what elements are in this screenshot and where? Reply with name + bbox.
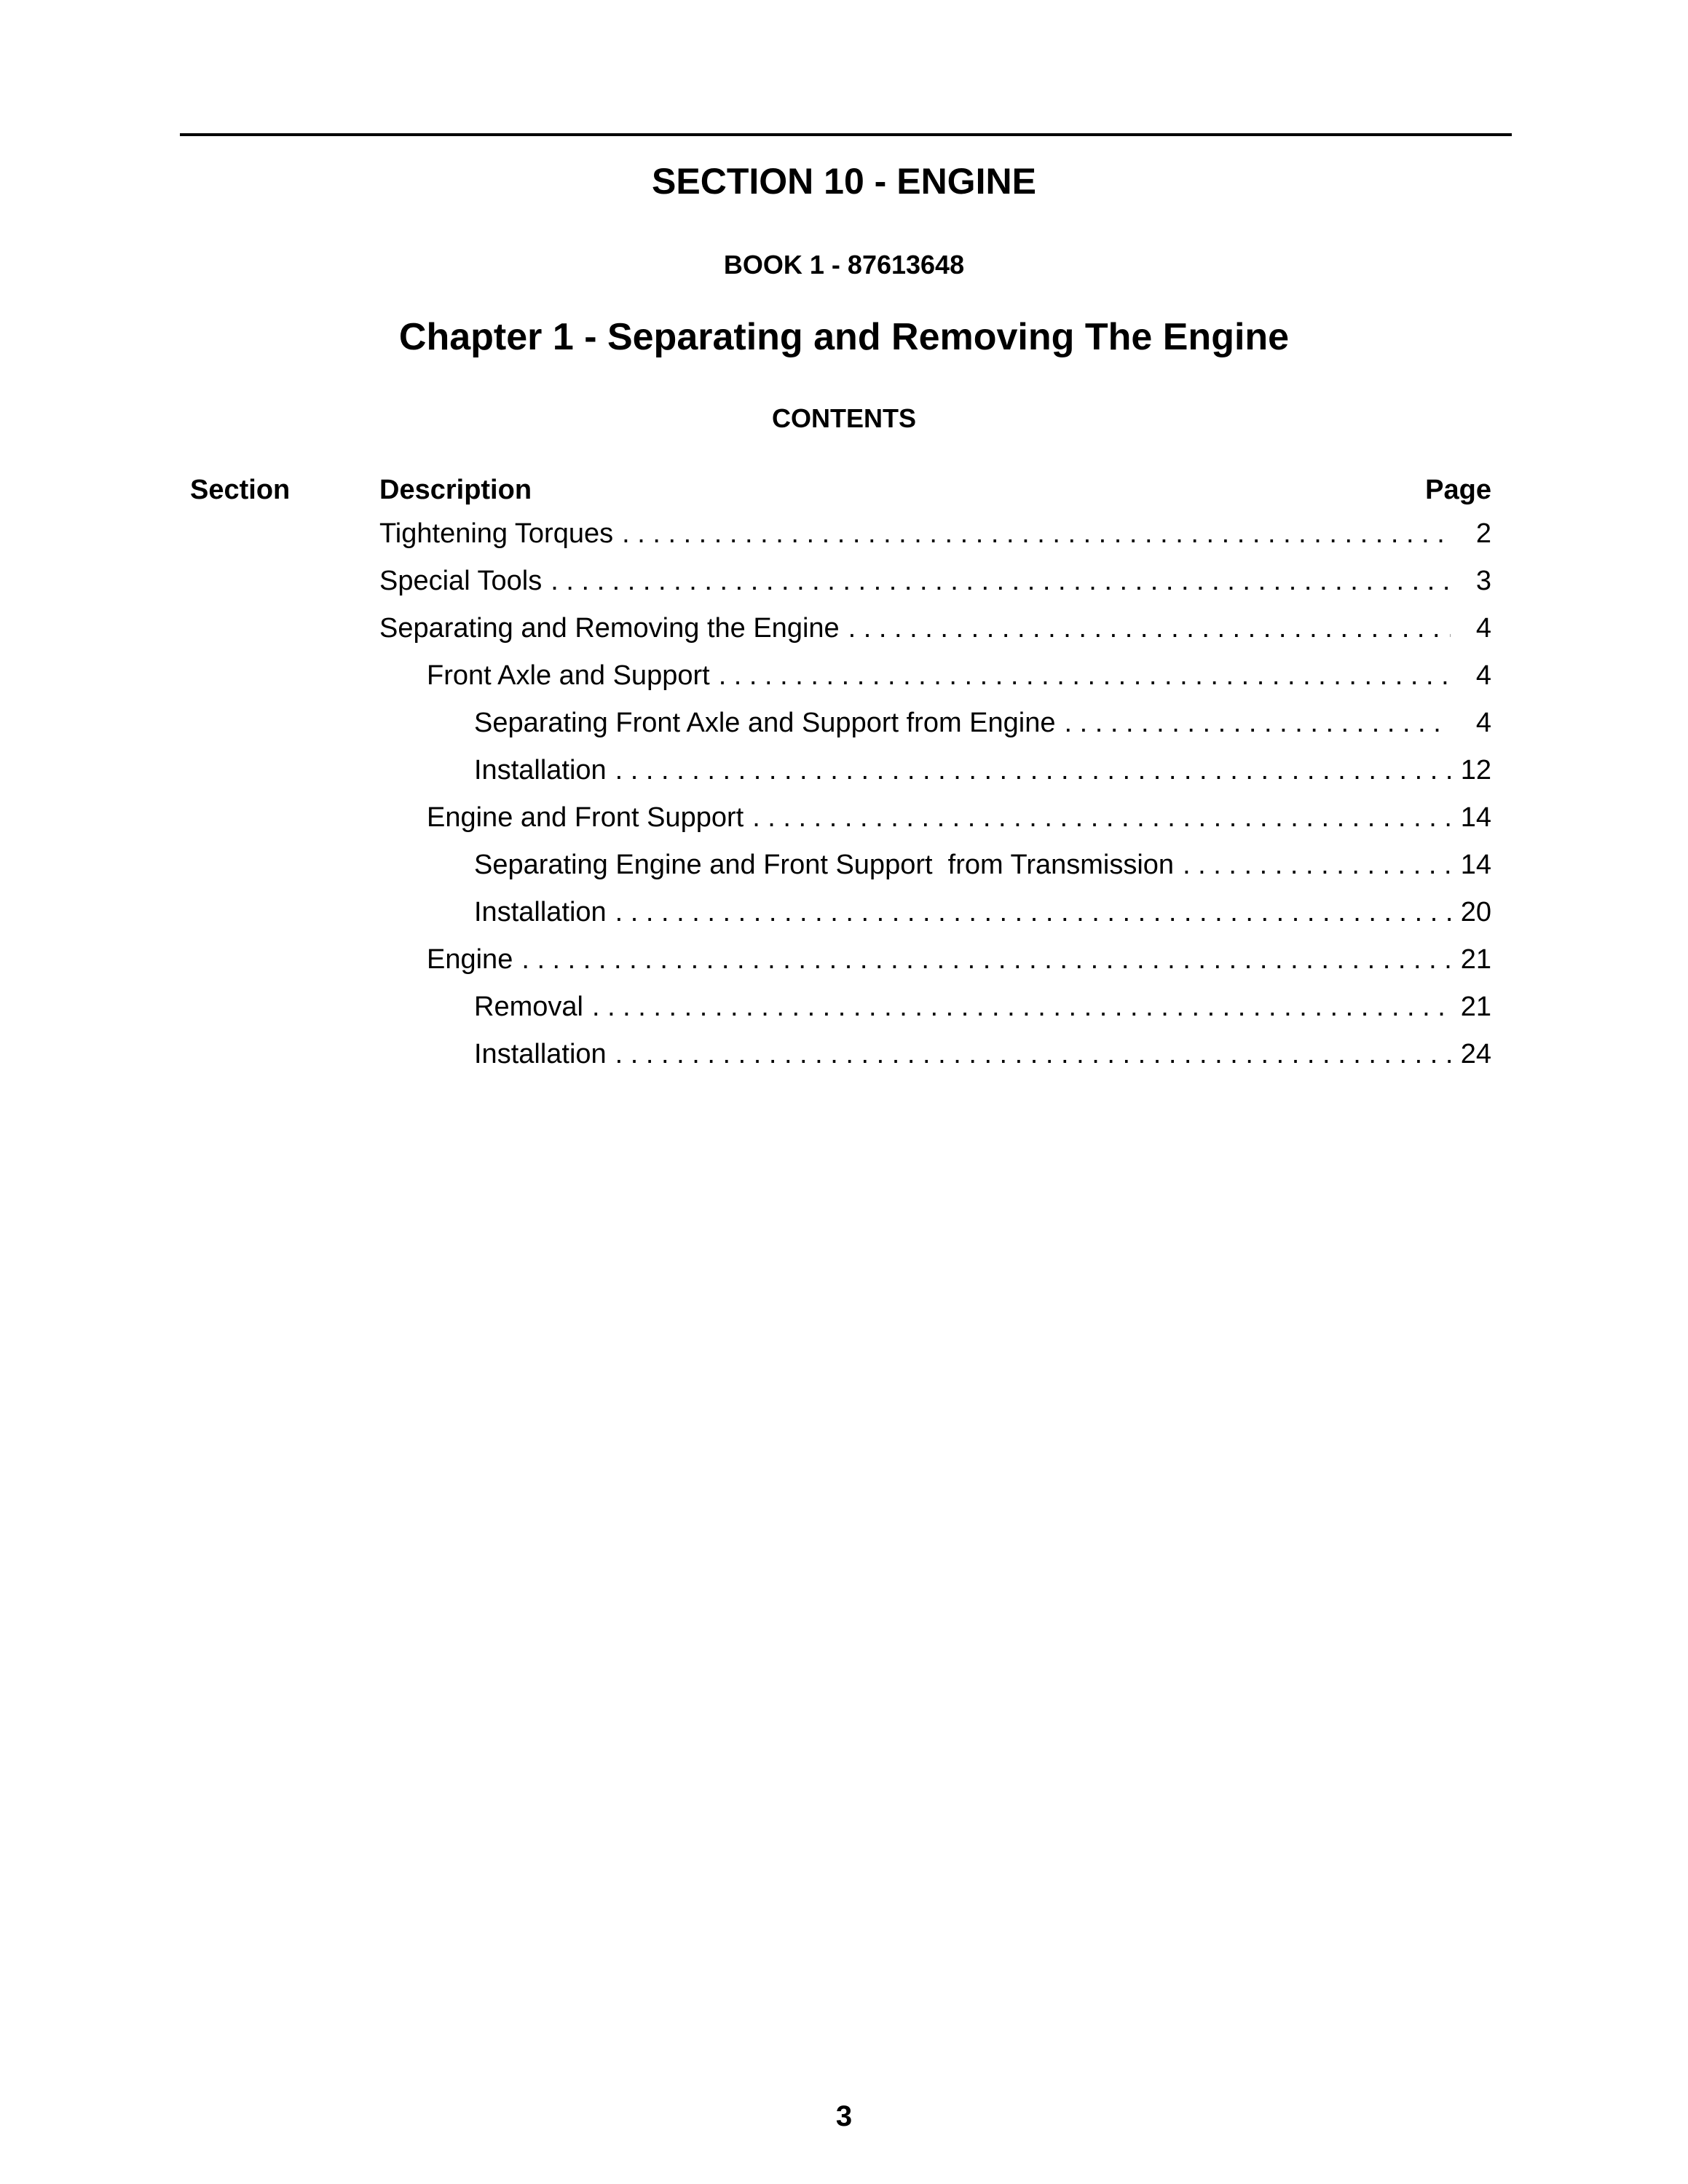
toc-entry-engine[interactable] — [379, 944, 1491, 992]
toc-entry-label: Engine — [427, 944, 513, 975]
dot-leader — [551, 566, 1451, 597]
toc-entry-front-axle-support[interactable] — [379, 660, 1491, 708]
toc-entry-separating-front-axle[interactable] — [379, 708, 1491, 755]
dot-leader — [521, 944, 1451, 976]
toc-entry-separating-engine-transmission[interactable] — [379, 850, 1491, 897]
dot-leader — [752, 802, 1451, 834]
toc-entry-page: 4 — [1475, 660, 1491, 691]
dot-leader — [1183, 850, 1451, 881]
toc-entry-label: Engine and Front Support — [427, 802, 744, 833]
toc-entry-removal[interactable] — [379, 992, 1491, 1039]
page-number: 3 — [835, 2100, 853, 2132]
toc-entry-label: Special Tools — [379, 566, 543, 596]
toc-entry-installation-front-axle[interactable] — [379, 755, 1491, 802]
toc-entry-page: 2 — [1475, 518, 1491, 549]
toc-entry-page: 4 — [1475, 613, 1491, 644]
dot-leader — [592, 992, 1451, 1023]
toc-entry-page: 14 — [1460, 850, 1491, 880]
toc-entry-label: Installation — [474, 1039, 607, 1069]
toc-entry-engine-front-support[interactable] — [379, 802, 1491, 850]
section-column-header: Section — [190, 475, 291, 505]
toc-entry-label: Installation — [474, 755, 607, 786]
book-number: BOOK 1 - 87613648 — [723, 250, 965, 280]
toc-entry-page: 3 — [1475, 566, 1491, 596]
toc-entry-label: Separating Engine and Front Support from Transmission — [474, 850, 1175, 880]
description-column-header: Description — [379, 475, 532, 505]
toc-entry-label: Tightening Torques — [379, 518, 614, 549]
toc-entry-page: 24 — [1460, 1039, 1491, 1069]
dot-leader — [622, 518, 1451, 550]
top-rule — [180, 133, 1512, 136]
toc-entry-separating-removing-engine[interactable] — [379, 613, 1491, 660]
toc-entry-label: Front Axle and Support — [427, 660, 710, 691]
dot-leader — [1064, 708, 1451, 739]
toc-entry-installation-engine-front-support[interactable] — [379, 897, 1491, 944]
toc-entry-installation-engine[interactable] — [379, 1039, 1491, 1086]
dot-leader — [615, 897, 1451, 928]
toc-entry-page: 21 — [1460, 944, 1491, 975]
toc-entry-tightening-torques[interactable] — [379, 518, 1491, 566]
dot-leader — [719, 660, 1451, 692]
toc-entry-special-tools[interactable] — [379, 566, 1491, 613]
toc-entry-label: Removal — [474, 992, 583, 1022]
section-title: SECTION 10 - ENGINE — [652, 161, 1036, 202]
dot-leader — [615, 1039, 1451, 1070]
toc-entry-page: 4 — [1475, 708, 1491, 738]
table-of-contents — [379, 518, 1491, 1086]
toc-entry-label: Separating and Removing the Engine — [379, 613, 840, 644]
toc-entry-page: 14 — [1460, 802, 1491, 833]
contents-heading: CONTENTS — [772, 403, 916, 433]
toc-entry-label: Installation — [474, 897, 607, 927]
dot-leader — [848, 613, 1451, 644]
dot-leader — [615, 755, 1451, 786]
toc-entry-page: 20 — [1460, 897, 1491, 927]
toc-entry-label: Separating Front Axle and Support from Engine — [474, 708, 1056, 738]
toc-entry-page: 12 — [1460, 755, 1491, 786]
toc-entry-page: 21 — [1460, 992, 1491, 1022]
chapter-title: Chapter 1 - Separating and Removing The Engine — [398, 316, 1290, 358]
page-column-header: Page — [1425, 475, 1491, 505]
